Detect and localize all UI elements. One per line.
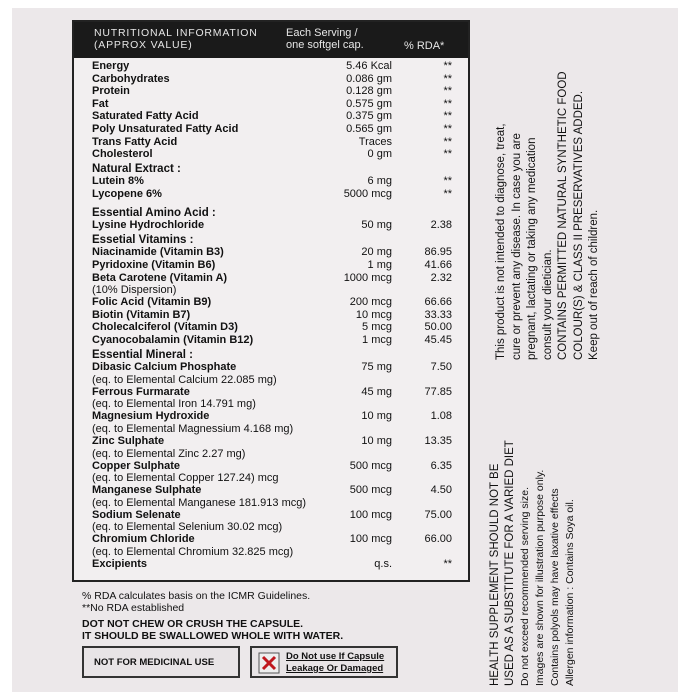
header-serving-line2: one softgel cap. xyxy=(286,39,364,51)
nutrient-rda: 2.38 xyxy=(430,219,452,232)
nutrient-rda: 45.45 xyxy=(424,334,452,346)
table-row xyxy=(74,219,468,231)
nutrient-rda: ** xyxy=(443,135,452,148)
nutrient-name: Fat xyxy=(92,97,109,110)
table-row xyxy=(74,136,468,148)
header-nutrition xyxy=(94,27,258,51)
footer-rda-note: % RDA calculates basis on the ICMR Guidelines. xyxy=(82,590,311,602)
table-row xyxy=(74,546,468,558)
nutrient-name: Beta Carotene (Vitamin A) xyxy=(92,271,228,284)
nutrient-name: Folic Acid (Vitamin B9) xyxy=(92,296,212,309)
disclaimer-line: This product is not intended to diagnose, treat, xyxy=(495,123,507,360)
nutrient-rda: ** xyxy=(443,558,452,570)
disclaimer-line: pregnant, lactating or taking any medication xyxy=(526,137,538,360)
table-header xyxy=(74,22,468,58)
allergen-note: Allergen information : Contains Soya oil. xyxy=(564,499,576,686)
nutrient-name: Cyanocobalamin (Vitamin B12) xyxy=(92,334,254,346)
table-row xyxy=(74,423,468,435)
nutrient-value: 1000 mcg xyxy=(343,271,392,284)
table-row xyxy=(74,60,468,72)
colour-notice-line: COLOUR(S) & CLASS II PRESERVATIVES ADDED. xyxy=(572,90,585,360)
nutrient-value: 75 mg xyxy=(361,361,392,374)
table-row xyxy=(74,484,468,496)
nutrient-rda: ** xyxy=(443,188,452,200)
nutrient-name: Ferrous Furmarate xyxy=(92,385,190,398)
header-rda: % RDA* xyxy=(404,40,445,52)
nutrient-name: Natural Extract : xyxy=(92,162,181,175)
nutrient-name: (eq. to Elemental Calcium 22.085 mg) xyxy=(92,373,277,386)
nutrient-value: 45 mg xyxy=(361,385,392,398)
footer-no-chew: DOT NOT CHEW OR CRUSH THE CAPSULE. xyxy=(82,618,304,630)
nutrient-rda: ** xyxy=(443,175,452,188)
nutrient-rda: 77.85 xyxy=(424,385,452,398)
supplement-warning-line: USED AS A SUBSTITUTE FOR A VARIED DIET xyxy=(504,440,516,686)
disclaimer-block xyxy=(494,71,603,360)
nutrient-name: Lutein 8% xyxy=(92,175,144,188)
nutrient-name: Zinc Sulphate xyxy=(92,435,165,447)
table-row xyxy=(74,334,468,346)
nutrient-name: (eq. to Elemental Chromium 32.825 mcg) xyxy=(92,546,294,558)
nutrient-value: 0.375 gm xyxy=(346,110,392,123)
nutrient-rda: 66.00 xyxy=(424,533,452,546)
nutrient-rda: 75.00 xyxy=(424,508,452,521)
nutrient-value: 0.086 gm xyxy=(346,72,392,85)
table-row xyxy=(74,309,468,321)
nutrient-value: Traces xyxy=(358,135,392,148)
nutrient-rda: ** xyxy=(443,85,452,98)
nutrient-value: 1 mcg xyxy=(362,334,392,346)
nutrient-name: Lycopene 6% xyxy=(92,188,162,200)
table-row xyxy=(74,296,468,308)
nutrient-value: 5.46 Kcal xyxy=(346,60,392,72)
colour-notice-line: CONTAINS PERMITTED NATURAL SYNTHETIC FOOD xyxy=(557,71,569,360)
table-row xyxy=(74,558,468,570)
disclaimer-line: consult your dietician. xyxy=(541,249,554,360)
nutrient-value: 10 mg xyxy=(361,410,392,423)
nutrient-rda: ** xyxy=(443,97,452,110)
nutrient-name: Cholesterol xyxy=(92,148,153,161)
supplement-notes-block xyxy=(488,440,578,686)
nutrient-rda: 2.32 xyxy=(430,271,452,284)
nutrient-value: 50 mg xyxy=(361,219,392,232)
table-row xyxy=(74,521,468,533)
leakage-line1: Do Not use If Capsule xyxy=(286,651,385,662)
nutrient-name: Cholecalciferol (Vitamin D3) xyxy=(92,321,238,334)
nutrient-value: 200 mcg xyxy=(349,296,392,309)
table-row xyxy=(74,321,468,333)
nutrient-name: Essential Amino Acid : xyxy=(92,206,216,219)
footer-swallow: IT SHOULD BE SWALLOWED WHOLE WITH WATER. xyxy=(82,630,344,642)
nutrient-name: (eq. to Elemental Iron 14.791 mg) xyxy=(92,398,256,411)
nutrient-value: 0.128 gm xyxy=(346,85,392,98)
nutrient-name: Manganese Sulphate xyxy=(92,484,202,497)
nutrient-rda: ** xyxy=(443,110,452,123)
header-nutrition-line1: NUTRITIONAL INFORMATION xyxy=(94,27,258,39)
section-header xyxy=(74,349,468,361)
nutrient-name: Trans Fatty Acid xyxy=(92,135,178,148)
table-row xyxy=(74,435,468,447)
nutrient-value: 500 mcg xyxy=(349,484,392,497)
nutrient-value: 100 mcg xyxy=(349,533,392,546)
nutrient-name: Sodium Selenate xyxy=(92,508,181,521)
nutrient-value: 20 mg xyxy=(361,246,392,259)
section-header xyxy=(74,234,468,246)
nutrient-value: 5 mcg xyxy=(362,321,392,334)
table-row xyxy=(74,148,468,160)
table-row xyxy=(74,175,468,187)
nutrient-name: (10% Dispersion) xyxy=(92,284,177,297)
table-row xyxy=(74,410,468,422)
table-row xyxy=(74,386,468,398)
nutrient-rda: 4.50 xyxy=(430,484,452,497)
nutrient-name: Essential Mineral : xyxy=(92,348,193,361)
nutrient-name: (eq. to Elemental Selenium 30.02 mcg) xyxy=(92,521,283,534)
table-row xyxy=(74,533,468,545)
table-row xyxy=(74,472,468,484)
table-row xyxy=(74,361,468,373)
disclaimer-line: cure or prevent any disease. In case you are xyxy=(510,133,523,360)
nutrient-value: 500 mcg xyxy=(349,459,392,472)
table-row xyxy=(74,272,468,284)
nutrient-rda: 6.35 xyxy=(430,459,452,472)
nutrient-value: 0 gm xyxy=(367,148,392,161)
children-warning: Keep out of reach of children. xyxy=(588,209,600,360)
nutrient-name: (eq. to Elemental Manganese 181.913 mcg) xyxy=(92,496,307,509)
nutrient-value: 1 mg xyxy=(367,259,392,271)
cross-icon xyxy=(258,652,280,674)
nutrient-name: Copper Sulphate xyxy=(92,459,181,472)
nutrient-rda: 86.95 xyxy=(424,246,452,259)
nutrient-rda: 66.66 xyxy=(424,296,452,309)
nutrient-name: Magnesium Hydroxide xyxy=(92,410,210,423)
not-medicinal-badge xyxy=(82,646,240,678)
nutrient-value: 10 mg xyxy=(361,435,392,447)
table-row xyxy=(74,448,468,460)
table-row xyxy=(74,123,468,135)
section-header xyxy=(74,207,468,219)
supplement-warning-line: HEALTH SUPPLEMENT SHOULD NOT BE xyxy=(489,463,501,686)
header-nutrition-line2: (APPROX VALUE) xyxy=(94,39,193,51)
table-row xyxy=(74,460,468,472)
nutrient-value: q.s. xyxy=(374,558,392,570)
table-row xyxy=(74,85,468,97)
footer-no-rda: **No RDA established xyxy=(82,602,185,614)
table-row xyxy=(74,398,468,410)
leakage-badge xyxy=(250,646,398,678)
table-row xyxy=(74,284,468,296)
table-row xyxy=(74,374,468,386)
nutrient-name: Pyridoxine (Vitamin B6) xyxy=(92,259,216,271)
illustration-note: Images are shown for illustration purpose only. xyxy=(534,469,546,686)
nutrient-name: Dibasic Calcium Phosphate xyxy=(92,361,237,374)
nutrient-name: Biotin (Vitamin B7) xyxy=(92,308,191,321)
nutrient-name: Protein xyxy=(92,85,130,98)
nutrient-name: Niacinamide (Vitamin B3) xyxy=(92,246,224,259)
nutrient-name: Saturated Fatty Acid xyxy=(92,110,199,123)
nutrient-rda: 33.33 xyxy=(424,308,452,321)
table-row xyxy=(74,188,468,200)
table-row xyxy=(74,497,468,509)
header-serving-line1: Each Serving / xyxy=(286,27,358,39)
nutrient-value: 6 mg xyxy=(367,175,392,188)
not-medicinal-label: NOT FOR MEDICINAL USE xyxy=(94,657,215,668)
nutrient-name: (eq. to Elemental Copper 127.24) mcg xyxy=(92,472,279,485)
table-row xyxy=(74,110,468,122)
nutrient-value: 100 mcg xyxy=(349,508,392,521)
table-row xyxy=(74,509,468,521)
table-row xyxy=(74,73,468,85)
nutrient-rda: ** xyxy=(443,148,452,161)
nutrient-rda: 50.00 xyxy=(424,321,452,334)
table-row xyxy=(74,259,468,271)
nutrient-value: 0.575 gm xyxy=(346,97,392,110)
header-serving xyxy=(286,27,364,51)
nutrient-value: 10 mcg xyxy=(355,308,392,321)
nutrient-name: Energy xyxy=(92,60,130,72)
nutrient-rda: ** xyxy=(443,60,452,72)
serving-note: Do not exceed recommended serving size. xyxy=(519,486,531,686)
section-header xyxy=(74,163,468,175)
nutrient-rda: 13.35 xyxy=(424,435,452,447)
nutrient-rda: 41.66 xyxy=(424,259,452,271)
table-row xyxy=(74,98,468,110)
nutrient-rda: 7.50 xyxy=(430,361,452,374)
nutrient-name: Excipients xyxy=(92,558,148,570)
nutrient-value: 0.565 gm xyxy=(346,123,392,135)
nutrient-rda: ** xyxy=(443,72,452,85)
nutrient-name: Carbohydrates xyxy=(92,72,170,85)
leakage-line2: Leakage Or Damaged xyxy=(286,663,384,674)
laxative-note: Contains polyols may have laxative effects xyxy=(549,488,561,686)
nutrient-name: (eq. to Elemental Zinc 2.27 mg) xyxy=(92,447,246,460)
nutrient-rda: 1.08 xyxy=(430,410,452,423)
nutrient-rda: ** xyxy=(443,123,452,135)
nutrient-name: Essetial Vitamins : xyxy=(92,233,194,246)
nutrient-name: Lysine Hydrochloride xyxy=(92,219,205,232)
nutrient-name: Poly Unsaturated Fatty Acid xyxy=(92,123,239,135)
nutrient-name: Chromium Chloride xyxy=(92,533,195,546)
nutrient-name: (eq. to Elemental Magnessium 4.168 mg) xyxy=(92,423,294,435)
table-row xyxy=(74,246,468,258)
nutrition-table xyxy=(72,20,470,582)
nutrient-value: 5000 mcg xyxy=(343,188,392,200)
